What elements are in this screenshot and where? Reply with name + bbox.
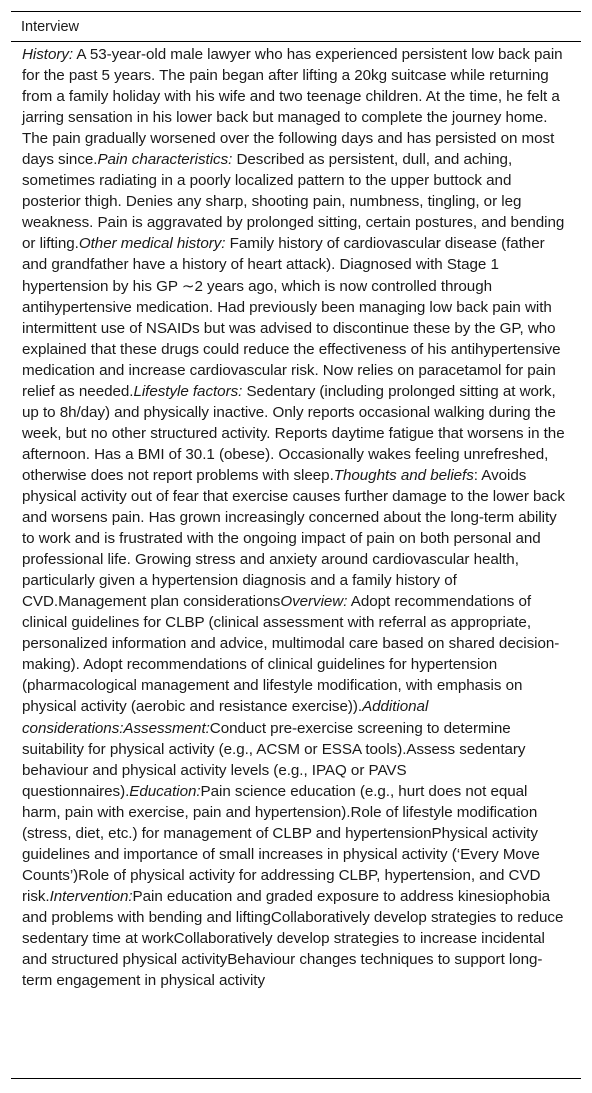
lifestyle-label: Lifestyle factors: bbox=[133, 382, 243, 400]
lifestyle-text: Sedentary (including prolonged sitting at work, up to 8h/day) and physically inactive. Only reports occasional walking during the week, but no other structured activity. Reports daytime fatigue that worsens in the afternoon. Has a BMI of 30.1 (obese). Occasionally wakes feeling unrefreshed, otherwise does not report problems with sleep. bbox=[22, 382, 565, 484]
pain-characteristics-label: Pain characteristics: bbox=[97, 151, 233, 169]
history-label: History: bbox=[22, 46, 74, 63]
additional-considerations-label: Additional considerations: bbox=[22, 698, 429, 737]
education-text: Pain science education (e.g., hurt does not equal harm, pain with exercise, pain and hypertension).Role of lifestyle modification (stress, diet, etc.) for management of CLBP and hypertensionPhysical activity guidelines and importance of small increases in physical activity (‘Every Move Counts’)Role of physical activity for addressing CLBP, hypertension, and CVD risk. bbox=[22, 782, 541, 905]
overview-label: Overview: bbox=[280, 593, 348, 611]
assessment-label: Assessment: bbox=[123, 719, 210, 737]
interview-text-cell bbox=[11, 42, 581, 1078]
overview-text: Adopt recommendations of clinical guidelines for CLBP (clinical assessment with referral as appropriate, personalized information and advice, multimodal care based on shared decision-making). Adopt recommendations of clinical guidelines for hypertension (pharmacological management and lifestyle modification, with emphasis on physical activity (aerobic and resistance exercise)). bbox=[22, 593, 560, 716]
assessment-text: Conduct pre-exercise screening to determine suitability for physical activity (e.g., ACSM or ESSA tools).Assess sedentary behaviour and physical activity levels (e.g., IPAQ or PAVS questionnaires). bbox=[22, 719, 526, 800]
thoughts-text: : Avoids physical activity out of fear that exercise causes further damage to the lower back and worsens pain. Has grown increasingly concerned about the long-term ability to work and is frustrated with the ongoing impact of pain on both personal and professional life. Growing stress and anxiety around cardiovascular health, particularly given a hypertension diagnosis and a family history of CVD.Management plan considerations bbox=[22, 466, 565, 611]
education-label: Education: bbox=[129, 782, 201, 800]
medical-history-text: Family history of cardiovascular disease (father and grandfather have a history of heart attack). Diagnosed with Stage 1 hypertension by his GP ∼2 years ago, which is now controlled through antihypertensive medication. Had previously been managing low back pain with intermittent use of NSAIDs but was advised to discontinue these by the GP, who explained that these drugs could reduce the effectiveness of his antihypertensive medication and increase cardiovascular risk. Now relies on paracetamol for pain relief as needed. bbox=[22, 235, 561, 400]
intervention-label: Intervention: bbox=[49, 887, 133, 905]
pain-characteristics-text: Described as persistent, dull, and aching, sometimes radiating in a poorly localized pattern to the upper buttock and posterior thigh. Denies any sharp, shooting pain, numbness, tingling, or leg weakness. Pain is aggravated by prolonged sitting, certain postures, and bending or lifting. bbox=[22, 151, 565, 253]
medical-history-label: Other medical history: bbox=[78, 235, 226, 253]
thoughts-label: Thoughts and beliefs bbox=[333, 466, 474, 484]
table-header: Interview bbox=[11, 12, 581, 42]
interview-table bbox=[11, 11, 581, 1079]
intervention-text: Pain education and graded exposure to address kinesiophobia and problems with bending and liftingCollaboratively develop strategies to reduce sedentary time at workCollaboratively develop strategies to increase incidental and structured physical activityBehaviour changes techniques to support long-term engagement in physical activity bbox=[22, 887, 564, 990]
history-text: A 53-year-old male lawyer who has experienced persistent low back pain for the past 5 years. The pain began after lifting a 20kg suitcase while returning from a family holiday with his wife and two teenage children. At the time, he felt a jarring sensation in his lower back but managed to complete the journey home. The pain gradually worsened over the following days and has persisted on most days since. bbox=[22, 46, 563, 169]
